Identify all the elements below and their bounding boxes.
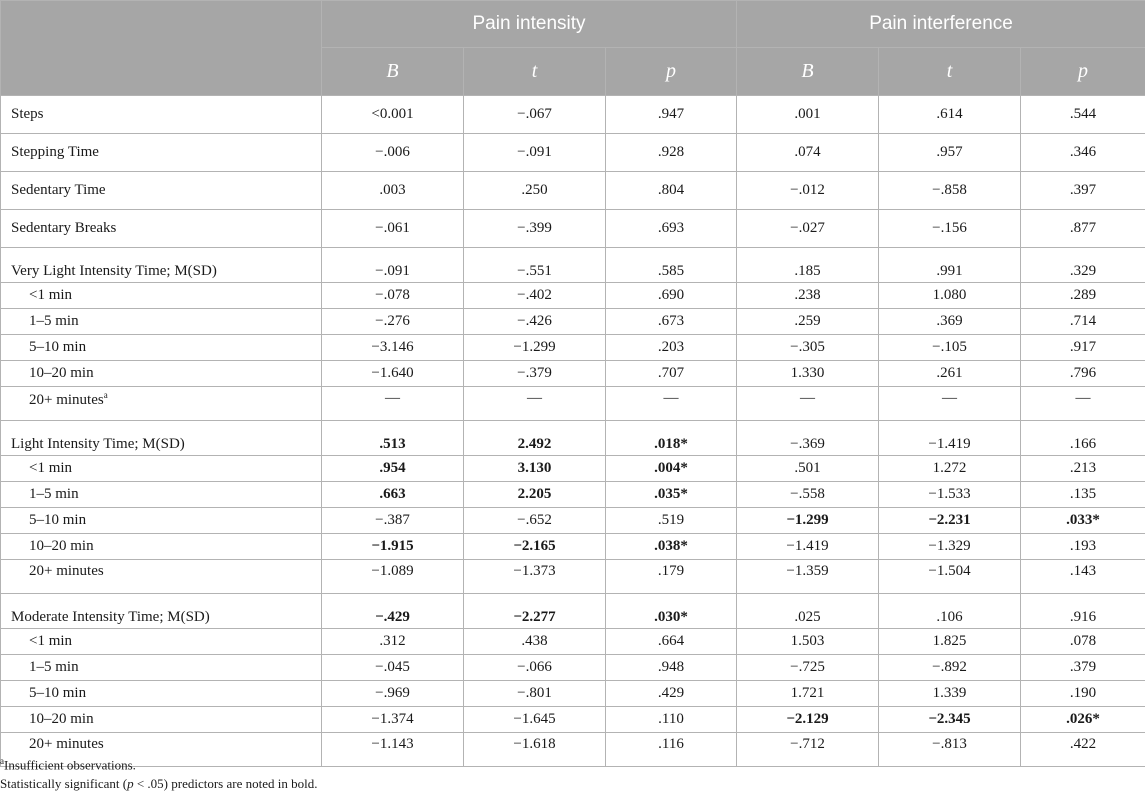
table-row xyxy=(1,482,1145,508)
row-label: Sedentary Time xyxy=(1,172,322,210)
cell: −.712 xyxy=(737,733,879,767)
cell: .001 xyxy=(737,96,879,134)
row-label: 10–20 min xyxy=(1,361,322,387)
cell: −.027 xyxy=(737,210,879,248)
row-label: 10–20 min xyxy=(1,707,322,733)
cell: −.551 xyxy=(464,248,606,283)
cell: −1.618 xyxy=(464,733,606,767)
cell: .004* xyxy=(606,456,737,482)
cell: 1.330 xyxy=(737,361,879,387)
cell: −2.165 xyxy=(464,534,606,560)
cell: .877 xyxy=(1021,210,1145,248)
cell: .804 xyxy=(606,172,737,210)
cell: .185 xyxy=(737,248,879,283)
cell: .179 xyxy=(606,560,737,594)
cell: .312 xyxy=(322,629,464,655)
cell: −.091 xyxy=(322,248,464,283)
cell: −1.373 xyxy=(464,560,606,594)
cell: −1.504 xyxy=(879,560,1021,594)
cell: −.276 xyxy=(322,309,464,335)
cell: −1.299 xyxy=(737,508,879,534)
cell: −.801 xyxy=(464,681,606,707)
cell: — xyxy=(879,387,1021,421)
cell: −.399 xyxy=(464,210,606,248)
cell: .690 xyxy=(606,283,737,309)
header-corner xyxy=(1,1,322,96)
table-row xyxy=(1,172,1145,210)
cell: −2.231 xyxy=(879,508,1021,534)
cell: .438 xyxy=(464,629,606,655)
row-label: 1–5 min xyxy=(1,309,322,335)
cell: −1.419 xyxy=(737,534,879,560)
cell: −1.533 xyxy=(879,482,1021,508)
cell: −.387 xyxy=(322,508,464,534)
cell: 3.130 xyxy=(464,456,606,482)
table-row xyxy=(1,309,1145,335)
header-interference-p: p xyxy=(1021,48,1145,96)
cell: .106 xyxy=(879,594,1021,629)
cell: .663 xyxy=(322,482,464,508)
cell: −.067 xyxy=(464,96,606,134)
cell: .928 xyxy=(606,134,737,172)
table-row xyxy=(1,283,1145,309)
cell: .190 xyxy=(1021,681,1145,707)
row-label: Stepping Time xyxy=(1,134,322,172)
row-label: 5–10 min xyxy=(1,508,322,534)
cell: 1.080 xyxy=(879,283,1021,309)
cell: .030* xyxy=(606,594,737,629)
cell: .078 xyxy=(1021,629,1145,655)
cell: .544 xyxy=(1021,96,1145,134)
cell: −.006 xyxy=(322,134,464,172)
cell: .038* xyxy=(606,534,737,560)
cell: −2.345 xyxy=(879,707,1021,733)
row-label-text: 20+ minutes xyxy=(29,392,104,408)
row-label: 10–20 min xyxy=(1,534,322,560)
cell: .991 xyxy=(879,248,1021,283)
cell: −.558 xyxy=(737,482,879,508)
cell: .947 xyxy=(606,96,737,134)
cell: −.379 xyxy=(464,361,606,387)
cell: −1.089 xyxy=(322,560,464,594)
table-row xyxy=(1,560,1145,594)
row-label: 20+ minutes xyxy=(1,560,322,594)
table-row xyxy=(1,335,1145,361)
cell: −1.915 xyxy=(322,534,464,560)
cell: 1.825 xyxy=(879,629,1021,655)
row-label: 1–5 min xyxy=(1,482,322,508)
cell: −.305 xyxy=(737,335,879,361)
row-label: Moderate Intensity Time; M(SD) xyxy=(1,594,322,629)
cell: −.725 xyxy=(737,655,879,681)
table-row xyxy=(1,594,1145,629)
row-label: <1 min xyxy=(1,629,322,655)
header-intensity-b: B xyxy=(322,48,464,96)
row-label: <1 min xyxy=(1,456,322,482)
cell: −1.329 xyxy=(879,534,1021,560)
cell: .135 xyxy=(1021,482,1145,508)
cell: −.969 xyxy=(322,681,464,707)
footnote-a-marker: a xyxy=(0,756,4,766)
cell: −.402 xyxy=(464,283,606,309)
cell: .003 xyxy=(322,172,464,210)
cell: .193 xyxy=(1021,534,1145,560)
table-row xyxy=(1,96,1145,134)
cell: −1.143 xyxy=(322,733,464,767)
table-footnotes xyxy=(0,752,317,793)
cell: −.078 xyxy=(322,283,464,309)
cell: .429 xyxy=(606,681,737,707)
cell: 2.205 xyxy=(464,482,606,508)
row-label: 20+ minutes xyxy=(1,733,322,767)
cell: −.156 xyxy=(879,210,1021,248)
cell: — xyxy=(737,387,879,421)
row-label: Steps xyxy=(1,96,322,134)
cell: — xyxy=(464,387,606,421)
row-label: Light Intensity Time; M(SD) xyxy=(1,421,322,456)
cell: .116 xyxy=(606,733,737,767)
cell: −.045 xyxy=(322,655,464,681)
cell: −.426 xyxy=(464,309,606,335)
cell: −1.645 xyxy=(464,707,606,733)
cell: .714 xyxy=(1021,309,1145,335)
cell: .166 xyxy=(1021,421,1145,456)
header-interference-t: t xyxy=(879,48,1021,96)
cell: −.813 xyxy=(879,733,1021,767)
cell: .026* xyxy=(1021,707,1145,733)
cell: −.061 xyxy=(322,210,464,248)
cell: .329 xyxy=(1021,248,1145,283)
cell: −.105 xyxy=(879,335,1021,361)
cell: −.066 xyxy=(464,655,606,681)
sig-text-post: < .05) predictors are noted in bold. xyxy=(134,776,318,791)
row-label: <1 min xyxy=(1,283,322,309)
cell: −1.299 xyxy=(464,335,606,361)
table-row xyxy=(1,456,1145,482)
header-interference-b: B xyxy=(737,48,879,96)
cell: .501 xyxy=(737,456,879,482)
cell: −.652 xyxy=(464,508,606,534)
cell: .796 xyxy=(1021,361,1145,387)
cell: .513 xyxy=(322,421,464,456)
cell: −.429 xyxy=(322,594,464,629)
cell: 1.721 xyxy=(737,681,879,707)
footnote-significance xyxy=(0,774,317,793)
sig-text-p: p xyxy=(127,776,134,791)
cell: .259 xyxy=(737,309,879,335)
table-row xyxy=(1,248,1145,283)
cell: .519 xyxy=(606,508,737,534)
cell: −.012 xyxy=(737,172,879,210)
cell: <0.001 xyxy=(322,96,464,134)
row-label: Very Light Intensity Time; M(SD) xyxy=(1,248,322,283)
row-label: 1–5 min xyxy=(1,655,322,681)
cell: .369 xyxy=(879,309,1021,335)
cell: .213 xyxy=(1021,456,1145,482)
cell: .025 xyxy=(737,594,879,629)
cell: 1.503 xyxy=(737,629,879,655)
table-row xyxy=(1,629,1145,655)
cell: .422 xyxy=(1021,733,1145,767)
cell: .954 xyxy=(322,456,464,482)
cell: −1.374 xyxy=(322,707,464,733)
cell: .143 xyxy=(1021,560,1145,594)
table-row xyxy=(1,534,1145,560)
table-row xyxy=(1,361,1145,387)
cell: .957 xyxy=(879,134,1021,172)
cell: −.091 xyxy=(464,134,606,172)
cell: 1.339 xyxy=(879,681,1021,707)
cell: .614 xyxy=(879,96,1021,134)
table-row xyxy=(1,134,1145,172)
cell: 1.272 xyxy=(879,456,1021,482)
cell: .585 xyxy=(606,248,737,283)
cell: — xyxy=(322,387,464,421)
cell: .238 xyxy=(737,283,879,309)
cell: −.858 xyxy=(879,172,1021,210)
cell: −.369 xyxy=(737,421,879,456)
cell: .707 xyxy=(606,361,737,387)
row-label: Sedentary Breaks xyxy=(1,210,322,248)
table-row xyxy=(1,508,1145,534)
cell: .693 xyxy=(606,210,737,248)
cell: .289 xyxy=(1021,283,1145,309)
row-label: 5–10 min xyxy=(1,681,322,707)
cell: .379 xyxy=(1021,655,1145,681)
cell: −1.419 xyxy=(879,421,1021,456)
cell: — xyxy=(606,387,737,421)
table-row xyxy=(1,387,1145,421)
table-row xyxy=(1,210,1145,248)
header-intensity-t: t xyxy=(464,48,606,96)
table-row xyxy=(1,707,1145,733)
cell: .261 xyxy=(879,361,1021,387)
cell: −1.359 xyxy=(737,560,879,594)
table-row xyxy=(1,655,1145,681)
cell: — xyxy=(1021,387,1145,421)
cell: −3.146 xyxy=(322,335,464,361)
header-pain-interference: Pain interference xyxy=(737,1,1145,48)
row-label: 5–10 min xyxy=(1,335,322,361)
cell: −1.640 xyxy=(322,361,464,387)
table-row xyxy=(1,681,1145,707)
cell: 2.492 xyxy=(464,421,606,456)
cell: .074 xyxy=(737,134,879,172)
cell: .948 xyxy=(606,655,737,681)
cell: .018* xyxy=(606,421,737,456)
cell: .664 xyxy=(606,629,737,655)
header-pain-intensity: Pain intensity xyxy=(322,1,737,48)
cell: .035* xyxy=(606,482,737,508)
header-intensity-p: p xyxy=(606,48,737,96)
cell: −2.277 xyxy=(464,594,606,629)
cell: −.892 xyxy=(879,655,1021,681)
cell: .033* xyxy=(1021,508,1145,534)
cell: .673 xyxy=(606,309,737,335)
cell: .110 xyxy=(606,707,737,733)
row-label xyxy=(1,387,322,421)
cell: .397 xyxy=(1021,172,1145,210)
footnote-a xyxy=(0,752,317,774)
cell: .203 xyxy=(606,335,737,361)
table-row xyxy=(1,421,1145,456)
cell: .916 xyxy=(1021,594,1145,629)
sig-text-pre: Statistically significant ( xyxy=(0,776,127,791)
cell: .250 xyxy=(464,172,606,210)
footnote-a-text: Insufficient observations. xyxy=(4,757,136,772)
cell: −2.129 xyxy=(737,707,879,733)
cell: .917 xyxy=(1021,335,1145,361)
cell: .346 xyxy=(1021,134,1145,172)
footnote-marker: a xyxy=(104,390,108,400)
